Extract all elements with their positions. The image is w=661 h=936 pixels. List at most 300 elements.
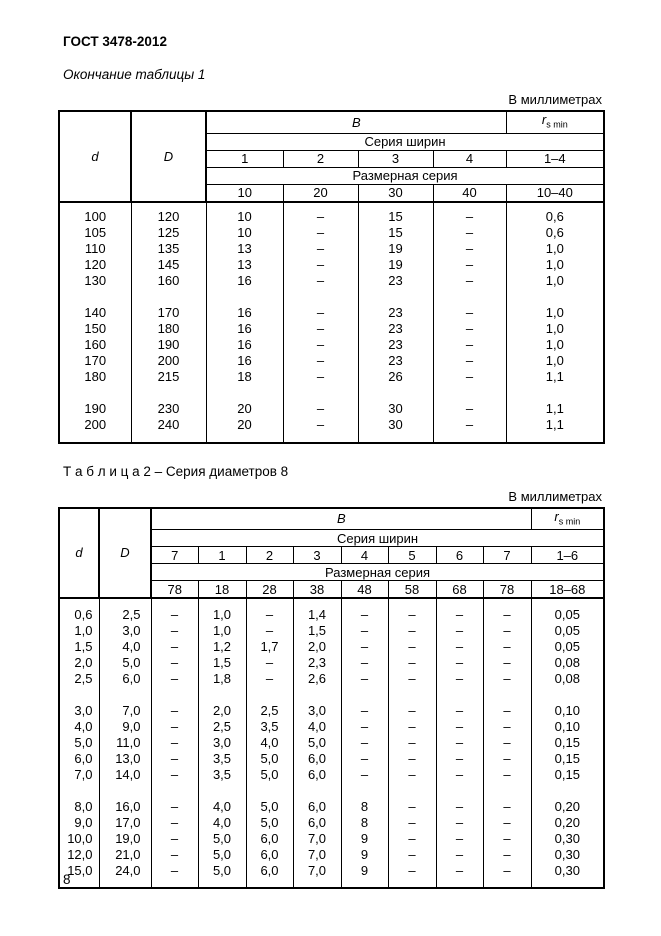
table-row — [59, 337, 604, 353]
table-row — [59, 718, 604, 734]
table-cell: – — [436, 702, 483, 718]
spacer-cell — [436, 878, 483, 888]
table-cell: 4,0 — [99, 638, 151, 654]
table-cell: – — [436, 606, 483, 622]
table-cell: – — [151, 766, 198, 782]
table-cell: 5,0 — [99, 654, 151, 670]
rs-subscript: s min — [558, 516, 581, 527]
table-cell: – — [483, 606, 531, 622]
table1-units-label: В миллиметрах — [508, 92, 602, 107]
table-cell: 10 — [206, 209, 283, 225]
size-series-value: 78 — [151, 581, 198, 599]
table-cell: – — [436, 750, 483, 766]
table-cell: 23 — [358, 353, 433, 369]
table-cell: 4,0 — [59, 718, 99, 734]
table-row — [59, 734, 604, 750]
size-series-value: 68 — [436, 581, 483, 599]
table-cell: 16 — [206, 353, 283, 369]
width-series-value: 7 — [483, 547, 531, 564]
table-cell: – — [246, 622, 293, 638]
size-series-value: 40 — [433, 184, 506, 202]
table-cell: – — [283, 305, 358, 321]
table-cell: 7,0 — [99, 702, 151, 718]
table-row — [59, 654, 604, 670]
size-series-value: 58 — [388, 581, 436, 599]
table1-body — [59, 202, 604, 443]
spacer-row — [59, 598, 604, 606]
table-cell: 125 — [131, 225, 206, 241]
table-cell: – — [151, 622, 198, 638]
table-cell: – — [283, 321, 358, 337]
table-cell: – — [436, 734, 483, 750]
table-cell: – — [433, 273, 506, 289]
table-cell: – — [388, 814, 436, 830]
spacer-cell — [206, 385, 283, 401]
table-cell: 0,6 — [506, 209, 604, 225]
table-cell: – — [436, 718, 483, 734]
table-cell: – — [436, 654, 483, 670]
table-cell: – — [483, 814, 531, 830]
table-cell: – — [436, 638, 483, 654]
table-cell: 110 — [59, 241, 131, 257]
spacer-cell — [531, 686, 604, 702]
spacer-cell — [198, 782, 246, 798]
table-cell: – — [341, 734, 388, 750]
table-cell: 16 — [206, 273, 283, 289]
table-cell: 1,1 — [506, 369, 604, 385]
spacer-cell — [206, 202, 283, 209]
table2-header-row-symbols — [59, 508, 604, 530]
spacer-cell — [59, 433, 131, 443]
table2-width-series-label: Серия ширин — [151, 530, 604, 547]
table-cell: 150 — [59, 321, 131, 337]
table-cell: – — [436, 622, 483, 638]
table-cell: 8 — [341, 814, 388, 830]
table-cell: – — [483, 750, 531, 766]
spacer-cell — [358, 289, 433, 305]
table-cell: 23 — [358, 321, 433, 337]
spacer-cell — [506, 385, 604, 401]
table-cell: 6,0 — [246, 846, 293, 862]
table-cell: 2,5 — [198, 718, 246, 734]
table-row — [59, 798, 604, 814]
spacer-cell — [59, 686, 99, 702]
table-cell: – — [483, 734, 531, 750]
table-row — [59, 766, 604, 782]
table-cell: 1,0 — [59, 622, 99, 638]
table-cell: 6,0 — [293, 798, 341, 814]
table-cell: – — [151, 814, 198, 830]
table-cell: 13 — [206, 241, 283, 257]
table-row — [59, 209, 604, 225]
table-cell: – — [283, 369, 358, 385]
table-cell: 9 — [341, 830, 388, 846]
table-cell: – — [283, 209, 358, 225]
table-cell: – — [433, 353, 506, 369]
spacer-cell — [483, 598, 531, 606]
table-cell: 13 — [206, 257, 283, 273]
table-cell: – — [283, 401, 358, 417]
spacer-cell — [436, 782, 483, 798]
table-cell: 1,5 — [293, 622, 341, 638]
doc-number: ГОСТ 3478-2012 — [63, 34, 167, 49]
table-cell: – — [483, 654, 531, 670]
spacer-cell — [59, 782, 99, 798]
table-row — [59, 305, 604, 321]
table-cell: 1,0 — [506, 321, 604, 337]
spacer-cell — [433, 433, 506, 443]
table-cell: 140 — [59, 305, 131, 321]
spacer-cell — [531, 878, 604, 888]
table-cell: 1,0 — [506, 353, 604, 369]
table-cell: 120 — [59, 257, 131, 273]
table-cell: 0,08 — [531, 654, 604, 670]
table-cell: – — [151, 654, 198, 670]
table-row — [59, 225, 604, 241]
size-series-value: 78 — [483, 581, 531, 599]
spacer-cell — [483, 782, 531, 798]
table-cell: 3,5 — [198, 750, 246, 766]
spacer-cell — [283, 202, 358, 209]
table-cell: – — [433, 321, 506, 337]
spacer-row — [59, 385, 604, 401]
table-cell: – — [388, 798, 436, 814]
table-cell: – — [433, 225, 506, 241]
table-cell: 2,5 — [59, 670, 99, 686]
table-cell: 7,0 — [293, 846, 341, 862]
table-cell: – — [436, 830, 483, 846]
table-row — [59, 622, 604, 638]
table-cell: 13,0 — [99, 750, 151, 766]
page-number: 8 — [63, 872, 71, 887]
table2-size-series-label: Размерная серия — [151, 564, 604, 581]
width-series-value: 1 — [198, 547, 246, 564]
spacer-cell — [483, 878, 531, 888]
table-cell: – — [283, 353, 358, 369]
table-cell: 6,0 — [99, 670, 151, 686]
table-cell: – — [341, 638, 388, 654]
table-cell: – — [436, 862, 483, 878]
spacer-cell — [531, 782, 604, 798]
width-series-value: 3 — [293, 547, 341, 564]
table-cell: – — [341, 718, 388, 734]
table-cell: 2,3 — [293, 654, 341, 670]
table-cell: 4,0 — [198, 798, 246, 814]
rs-symbol: r — [541, 112, 547, 127]
table-row — [59, 750, 604, 766]
size-series-value: 20 — [283, 184, 358, 202]
table-cell: 30 — [358, 401, 433, 417]
table-cell: 16 — [206, 305, 283, 321]
table-cell: 17,0 — [99, 814, 151, 830]
table-cell: – — [388, 830, 436, 846]
spacer-cell — [206, 289, 283, 305]
table-cell: – — [151, 846, 198, 862]
spacer-cell — [433, 385, 506, 401]
table-cell: 15 — [358, 225, 433, 241]
table-cell: 8 — [341, 798, 388, 814]
size-series-value: 18 — [198, 581, 246, 599]
table-cell: 5,0 — [293, 734, 341, 750]
table2-col-d-header: d — [59, 508, 99, 599]
table-row — [59, 670, 604, 686]
table-cell: 1,4 — [293, 606, 341, 622]
table-cell: 16 — [206, 321, 283, 337]
table-row — [59, 353, 604, 369]
table-cell: 14,0 — [99, 766, 151, 782]
table-cell: – — [436, 798, 483, 814]
table-cell: – — [388, 670, 436, 686]
table-cell: 3,5 — [198, 766, 246, 782]
table-cell: 5,0 — [198, 862, 246, 878]
table-cell: 6,0 — [293, 750, 341, 766]
table-cell: 200 — [59, 417, 131, 433]
table-cell: – — [483, 798, 531, 814]
table-cell: 1,1 — [506, 417, 604, 433]
table-cell: 170 — [131, 305, 206, 321]
spacer-cell — [99, 878, 151, 888]
table-cell: 6,0 — [293, 814, 341, 830]
table-cell: – — [436, 846, 483, 862]
table-cell: – — [483, 830, 531, 846]
table-cell: 0,15 — [531, 766, 604, 782]
table-cell: – — [151, 750, 198, 766]
spacer-cell — [151, 878, 198, 888]
table-cell: 24,0 — [99, 862, 151, 878]
table-cell: 19 — [358, 257, 433, 273]
spacer-cell — [151, 598, 198, 606]
spacer-cell — [99, 782, 151, 798]
table-cell: 26 — [358, 369, 433, 385]
table1-col-d-header: d — [59, 111, 131, 202]
table-cell: 3,0 — [59, 702, 99, 718]
table-cell: 5,0 — [198, 846, 246, 862]
table-cell: – — [388, 750, 436, 766]
table-row — [59, 321, 604, 337]
table-cell: 0,30 — [531, 830, 604, 846]
table-cell: 0,05 — [531, 606, 604, 622]
table-cell: 7,0 — [293, 830, 341, 846]
spacer-cell — [59, 202, 131, 209]
table-cell: 120 — [131, 209, 206, 225]
width-series-value: 4 — [433, 150, 506, 167]
spacer-cell — [341, 686, 388, 702]
table-cell: – — [483, 766, 531, 782]
table-cell: 10 — [206, 225, 283, 241]
table-cell: 190 — [131, 337, 206, 353]
spacer-cell — [293, 782, 341, 798]
table-cell: – — [341, 702, 388, 718]
spacer-cell — [358, 385, 433, 401]
table-cell: 18 — [206, 369, 283, 385]
table-cell: 0,10 — [531, 718, 604, 734]
table-cell: 3,0 — [198, 734, 246, 750]
table-cell: 0,6 — [506, 225, 604, 241]
rs-subscript: s min — [546, 119, 568, 130]
table-cell: 0,15 — [531, 734, 604, 750]
table1-size-series-label: Размерная серия — [206, 167, 604, 184]
spacer-cell — [246, 878, 293, 888]
table-row — [59, 862, 604, 878]
spacer-cell — [99, 598, 151, 606]
table-cell: – — [483, 638, 531, 654]
table-cell: 2,0 — [198, 702, 246, 718]
table-cell: 3,0 — [99, 622, 151, 638]
spacer-cell — [506, 289, 604, 305]
spacer-cell — [59, 289, 131, 305]
table-cell: 0,20 — [531, 814, 604, 830]
table-cell: 9,0 — [99, 718, 151, 734]
table-cell: 215 — [131, 369, 206, 385]
table-cell: – — [483, 862, 531, 878]
table-row — [59, 606, 604, 622]
table-cell: – — [388, 638, 436, 654]
spacer-cell — [388, 878, 436, 888]
table-cell: 2,5 — [246, 702, 293, 718]
spacer-cell — [246, 598, 293, 606]
table-cell: 5,0 — [246, 750, 293, 766]
table-cell: – — [151, 606, 198, 622]
size-series-value: 10 — [206, 184, 283, 202]
table-row — [59, 702, 604, 718]
spacer-cell — [198, 598, 246, 606]
spacer-cell — [99, 686, 151, 702]
table2 — [58, 507, 605, 890]
table-cell: 2,5 — [99, 606, 151, 622]
table-cell: – — [151, 798, 198, 814]
table-cell: – — [341, 622, 388, 638]
table-cell: 230 — [131, 401, 206, 417]
table-cell: – — [246, 654, 293, 670]
spacer-cell — [246, 782, 293, 798]
width-series-value: 1 — [206, 150, 283, 167]
table-cell: 19 — [358, 241, 433, 257]
table-cell: 4,0 — [198, 814, 246, 830]
table-cell: 5,0 — [246, 814, 293, 830]
spacer-cell — [483, 686, 531, 702]
table1 — [58, 110, 605, 444]
spacer-cell — [246, 686, 293, 702]
spacer-row — [59, 686, 604, 702]
table-cell: 1,1 — [506, 401, 604, 417]
table-cell: 30 — [358, 417, 433, 433]
table-cell: 0,08 — [531, 670, 604, 686]
table1-header — [59, 111, 604, 202]
table-cell: – — [436, 766, 483, 782]
table-cell: – — [388, 718, 436, 734]
table-cell: – — [388, 702, 436, 718]
table-row — [59, 638, 604, 654]
table-cell: 10,0 — [59, 830, 99, 846]
table-row — [59, 814, 604, 830]
table-cell: – — [151, 734, 198, 750]
table-cell: – — [283, 273, 358, 289]
spacer-cell — [341, 598, 388, 606]
table-cell: 7,0 — [293, 862, 341, 878]
table-cell: 20 — [206, 401, 283, 417]
table-row — [59, 273, 604, 289]
width-series-value: 5 — [388, 547, 436, 564]
table-cell: 5,0 — [59, 734, 99, 750]
table-cell: 1,2 — [198, 638, 246, 654]
table1-col-D-header: D — [131, 111, 206, 202]
table-cell: 1,5 — [198, 654, 246, 670]
table-cell: – — [283, 257, 358, 273]
table-cell: 5,0 — [246, 798, 293, 814]
table-cell: 19,0 — [99, 830, 151, 846]
size-series-value: 10–40 — [506, 184, 604, 202]
table-cell: 4,0 — [246, 734, 293, 750]
spacer-cell — [131, 202, 206, 209]
spacer-cell — [293, 686, 341, 702]
width-series-value: 3 — [358, 150, 433, 167]
table-cell: 170 — [59, 353, 131, 369]
table-cell: 105 — [59, 225, 131, 241]
spacer-cell — [388, 686, 436, 702]
table-cell: – — [283, 417, 358, 433]
table-cell: 5,0 — [198, 830, 246, 846]
table1-col-B-header: B — [206, 111, 506, 133]
spacer-cell — [531, 598, 604, 606]
spacer-cell — [198, 878, 246, 888]
width-series-value: 2 — [283, 150, 358, 167]
table-cell: – — [388, 622, 436, 638]
table-cell: – — [388, 654, 436, 670]
table-cell: 15,0 — [59, 862, 99, 878]
table-cell: – — [433, 401, 506, 417]
table-cell: 0,30 — [531, 846, 604, 862]
table-cell: – — [483, 702, 531, 718]
spacer-cell — [151, 782, 198, 798]
table-row — [59, 369, 604, 385]
table-cell: 1,0 — [198, 606, 246, 622]
table-cell: – — [433, 209, 506, 225]
table-cell: – — [341, 750, 388, 766]
table-cell: 130 — [59, 273, 131, 289]
table-cell: – — [483, 622, 531, 638]
spacer-cell — [59, 598, 99, 606]
table-cell: 180 — [131, 321, 206, 337]
table-cell: – — [151, 702, 198, 718]
width-series-value: 2 — [246, 547, 293, 564]
table-cell: 135 — [131, 241, 206, 257]
table-cell: 6,0 — [59, 750, 99, 766]
table-cell: 2,0 — [293, 638, 341, 654]
spacer-cell — [436, 686, 483, 702]
table-cell: 160 — [131, 273, 206, 289]
table-cell: – — [483, 718, 531, 734]
spacer-cell — [388, 598, 436, 606]
table1-header-row-symbols — [59, 111, 604, 133]
spacer-cell — [358, 433, 433, 443]
table-cell: – — [151, 670, 198, 686]
table-cell: 15 — [358, 209, 433, 225]
table2-body — [59, 598, 604, 888]
table-cell: 16 — [206, 337, 283, 353]
table-cell: 1,0 — [506, 305, 604, 321]
table-cell: 1,8 — [198, 670, 246, 686]
table-cell: 3,5 — [246, 718, 293, 734]
table-cell: 16,0 — [99, 798, 151, 814]
table-cell: – — [388, 862, 436, 878]
table-cell: 160 — [59, 337, 131, 353]
table-cell: – — [388, 766, 436, 782]
size-series-value: 38 — [293, 581, 341, 599]
spacer-cell — [388, 782, 436, 798]
table-cell: 2,6 — [293, 670, 341, 686]
table-cell: – — [436, 814, 483, 830]
table-cell: 0,30 — [531, 862, 604, 878]
